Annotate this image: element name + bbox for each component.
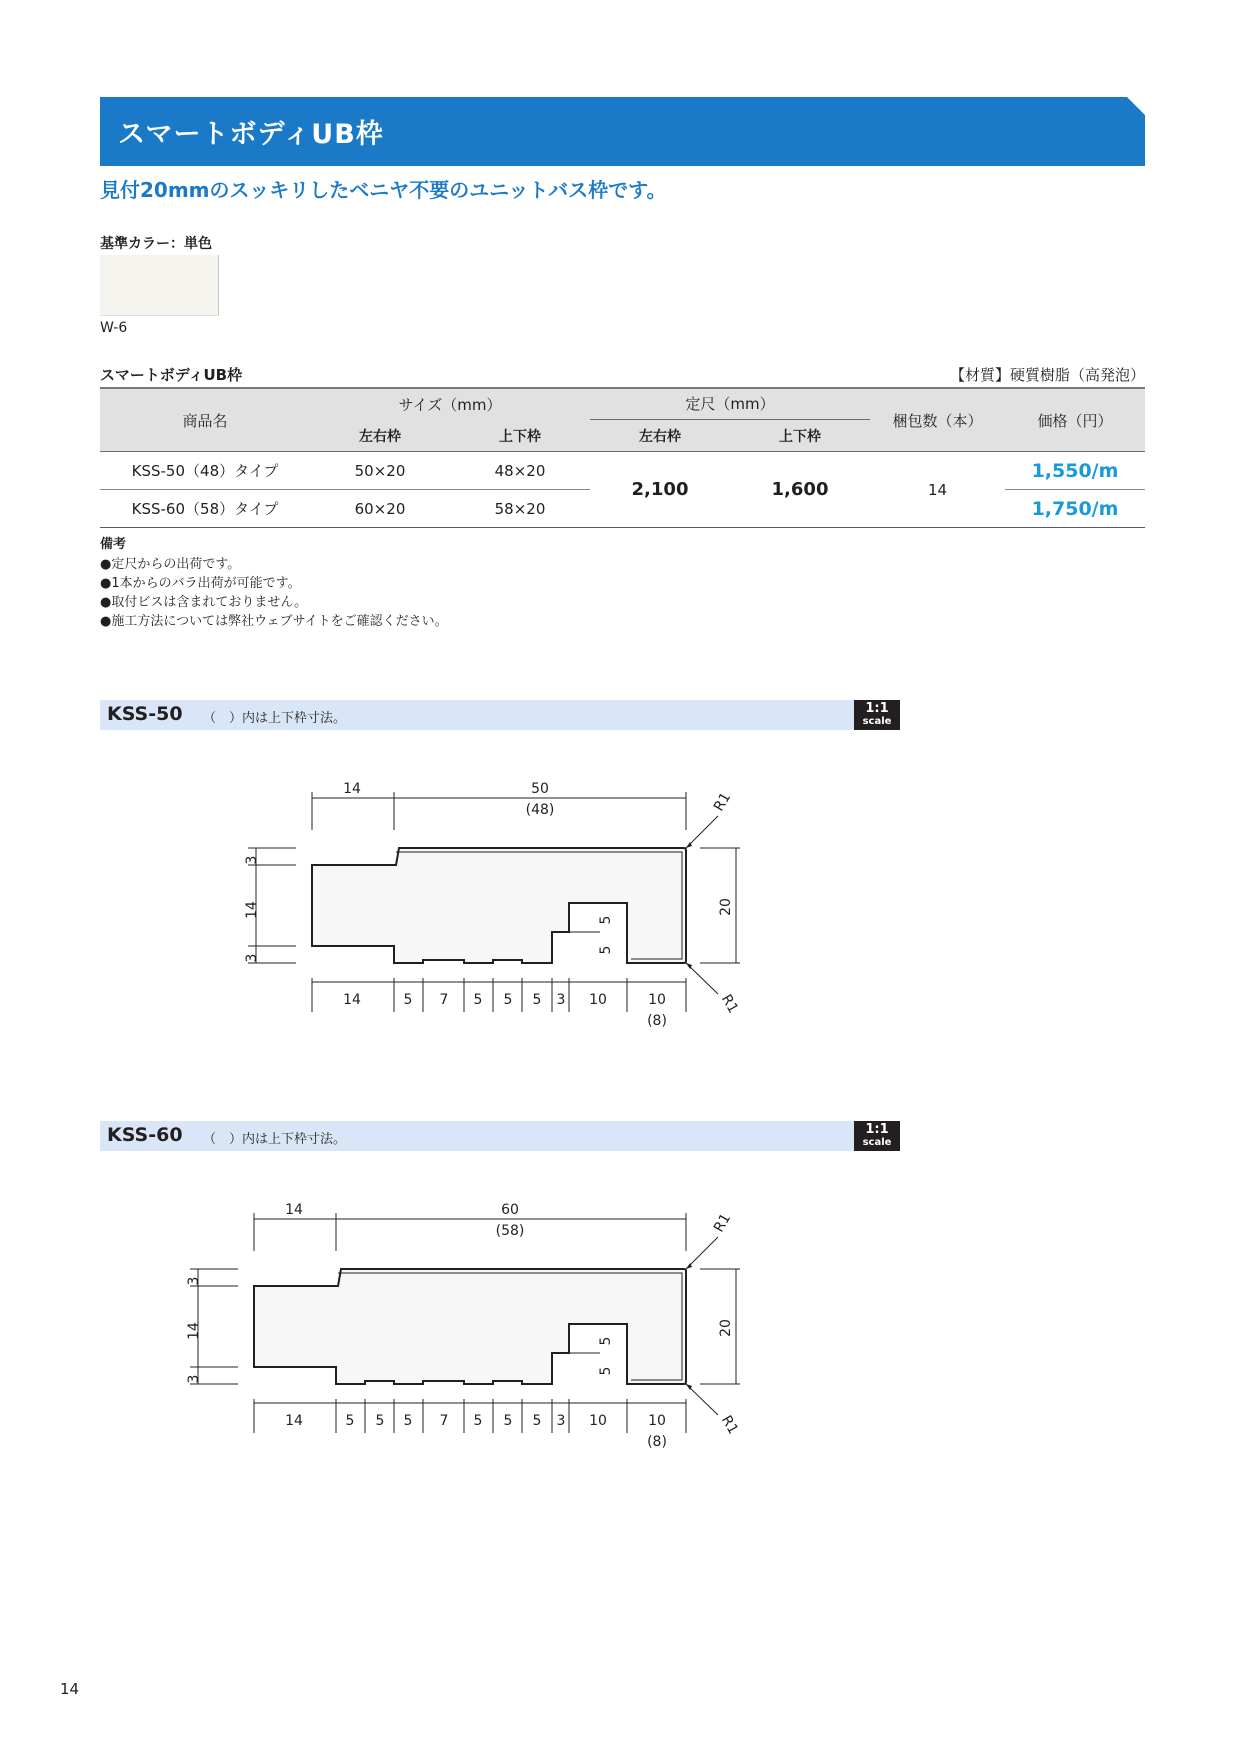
note-item: ●定尺からの出荷です。	[100, 557, 241, 572]
dim-label: 3	[556, 1413, 566, 1429]
page-number: 14	[60, 1680, 80, 1698]
dim-label: 5	[598, 945, 614, 955]
table-title: スマートボディUB枠	[100, 366, 243, 384]
dim-label: R1	[717, 1412, 742, 1438]
dim-label: 14	[244, 901, 260, 919]
dim-label: 5	[473, 992, 483, 1008]
scale-badge-kss50: 1:1 scale	[854, 700, 900, 730]
row-2-size-side: 60×20	[310, 490, 450, 528]
page-subtitle: 見付20mmのスッキリしたベニヤ不要のユニットバス枠です。	[100, 178, 667, 202]
header-pack: 梱包数（本）	[870, 388, 1005, 452]
scale-badge-kss60: 1:1 scale	[854, 1121, 900, 1151]
profile-shape	[312, 848, 686, 963]
dim-label: 14	[343, 992, 361, 1008]
dim-label: 5	[375, 1413, 385, 1429]
dim-label: 5	[598, 1336, 614, 1346]
spec-table	[100, 387, 1145, 528]
dim-label: 14	[285, 1413, 303, 1429]
dim-label: 10	[648, 992, 666, 1008]
section-title-kss50: KSS-50	[107, 703, 183, 725]
dim-label: 5	[403, 992, 413, 1008]
dim-label: R1	[710, 1210, 735, 1236]
row-1-size-side: 50×20	[310, 452, 450, 490]
dim-label: R1	[717, 991, 742, 1017]
row-2-name: KSS-60（58）タイプ	[100, 490, 310, 528]
dim-label: 10	[589, 1413, 607, 1429]
dim-label: 5	[503, 1413, 513, 1429]
dim-label: 5	[403, 1413, 413, 1429]
dim-label: 5	[532, 992, 542, 1008]
row-1-price: 1,550/m	[1005, 452, 1145, 490]
dim-label: 5	[503, 992, 513, 1008]
dim-label: 3	[244, 855, 260, 865]
header-size-side: 左右枠	[310, 420, 450, 452]
header-product: 商品名	[100, 388, 310, 452]
note-item: ●1本からのバラ出荷が可能です。	[100, 576, 301, 591]
dim-label: (8)	[647, 1013, 667, 1029]
dim-label: (48)	[525, 802, 555, 818]
dim-label: 3	[186, 1276, 202, 1286]
color-code: W-6	[100, 320, 128, 336]
dim-label: 7	[439, 992, 449, 1008]
header-price: 価格（円）	[1005, 388, 1145, 452]
length-tb-value: 1,600	[730, 452, 870, 528]
material-note: 【材質】硬質樹脂（高発泡）	[949, 366, 1145, 384]
dim-label: 5	[532, 1413, 542, 1429]
section-title-kss60: KSS-60	[107, 1124, 183, 1146]
dim-label: 20	[718, 1319, 734, 1337]
dim-label: (58)	[495, 1223, 525, 1239]
dim-label: 50	[531, 781, 549, 797]
dim-label: 5	[473, 1413, 483, 1429]
row-1-name: KSS-50（48）タイプ	[100, 452, 310, 490]
diagram-kss60	[0, 1181, 1240, 1481]
note-item: ●取付ビスは含まれておりません。	[100, 595, 308, 610]
page-title: スマートボディUB枠	[118, 119, 384, 150]
header-size-tb: 上下枠	[450, 420, 590, 452]
header-length: 定尺（mm）	[590, 388, 870, 420]
dim-label: 10	[589, 992, 607, 1008]
header-length-tb: 上下枠	[730, 420, 870, 452]
section-note-kss60: （ ）内は上下枠寸法。	[203, 1132, 347, 1147]
row-2-price: 1,750/m	[1005, 490, 1145, 528]
length-side-value: 2,100	[590, 452, 730, 528]
diagram-kss50	[0, 760, 1240, 1060]
dim-label: 5	[345, 1413, 355, 1429]
color-label: 基準カラー：単色	[100, 236, 212, 252]
dim-label: (8)	[647, 1434, 667, 1450]
row-1-size-tb: 48×20	[450, 452, 590, 490]
dim-label: 20	[718, 898, 734, 916]
pack-qty: 14	[870, 452, 1005, 528]
dim-label: 10	[648, 1413, 666, 1429]
color-swatch	[100, 255, 219, 316]
dim-label: R1	[710, 789, 735, 815]
header-length-side: 左右枠	[590, 420, 730, 452]
dim-label: 3	[556, 992, 566, 1008]
dim-label: 5	[598, 915, 614, 925]
dim-label: 3	[244, 953, 260, 963]
dim-label: 60	[501, 1202, 519, 1218]
dim-label: 5	[598, 1366, 614, 1376]
dim-label: 14	[285, 1202, 303, 1218]
notes-title: 備考	[100, 537, 127, 552]
section-note-kss50: （ ）内は上下枠寸法。	[203, 711, 347, 726]
row-2-size-tb: 58×20	[450, 490, 590, 528]
dim-label: 14	[186, 1322, 202, 1340]
dim-label: 3	[186, 1374, 202, 1384]
dim-label: 7	[439, 1413, 449, 1429]
header-size: サイズ（mm）	[310, 388, 590, 420]
profile-shape	[254, 1269, 686, 1384]
dim-label: 14	[343, 781, 361, 797]
note-item: ●施工方法については弊社ウェブサイトをご確認ください。	[100, 614, 448, 629]
